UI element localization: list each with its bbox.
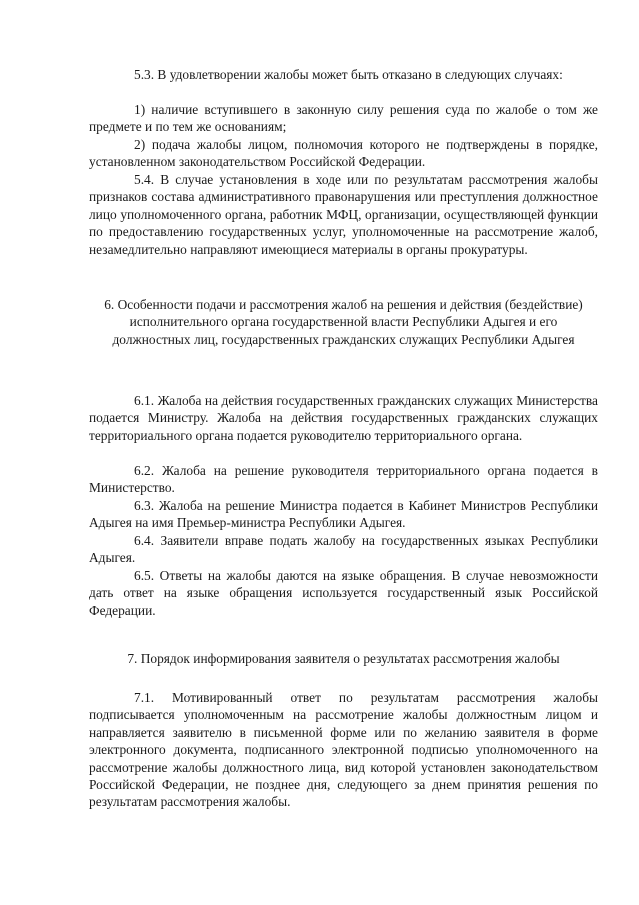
paragraph-6-4: 6.4. Заявители вправе подать жалобу на государственных языках Республики Адыгея. (89, 533, 598, 566)
paragraph-7-1: 7.1. Мотивированный ответ по результатам рассмотрения жалобы подписывается уполномоченным на рассмотрение жалобы должностным лицом и направляется заявителю в письменной форме или по желанию заявителя в форме электронного документа, подписанного электронной подписью уполномоченного на рассмотрение жалобы должностного лица, вид которой установлен законодательством Российской Федерации, не позднее дня, следующего за днем принятия решения по результатам рассмотрения жалобы. (89, 690, 598, 810)
paragraph-5-3-item-1: 1) наличие вступившего в законную силу решения суда по жалобе о том же предмете и по тем же основаниям; (89, 102, 598, 135)
paragraph-6-2: 6.2. Жалоба на решение руководителя территориального органа подается в Министерство. (89, 463, 598, 496)
section-7-heading: 7. Порядок информирования заявителя о результатах рассмотрения жалобы (127, 651, 560, 666)
paragraph-6-5: 6.5. Ответы на жалобы даются на языке обращения. В случае невозможности дать ответ на языке обращения используется государственный язык Российской Федерации. (89, 568, 598, 618)
paragraph-6-1: 6.1. Жалоба на действия государственных гражданских служащих Министерства подается Министру. Жалоба на действия государственных гражданских служащих территориального органа подается руководителю территориального органа. (89, 393, 598, 443)
section-6-heading: 6. Особенности подачи и рассмотрения жалоб на решения и действия (бездействие) исполнительного органа государственной власти Республики Адыгея и его должностных лиц, государственных гражданских служащих Республики Адыгея (104, 297, 583, 347)
paragraph-5-3: 5.3. В удовлетворении жалобы может быть отказано в следующих случаях: (134, 67, 563, 82)
paragraph-6-3: 6.3. Жалоба на решение Министра подается в Кабинет Министров Республики Адыгея на имя Премьер-министра Республики Адыгея. (89, 498, 598, 531)
paragraph-5-4: 5.4. В случае установления в ходе или по результатам рассмотрения жалобы признаков состава административного правонарушения или преступления должностное лицо уполномоченного органа, работник МФЦ, организации, осуществляющей функции по предоставлению государственных услуг, уполномоченные на рассмотрение жалоб, незамедлительно направляют имеющиеся материалы в органы прокуратуры. (89, 172, 598, 257)
paragraph-5-3-item-2: 2) подача жалобы лицом, полномочия которого не подтверждены в порядке, установленном законодательством Российской Федерации. (89, 137, 598, 170)
